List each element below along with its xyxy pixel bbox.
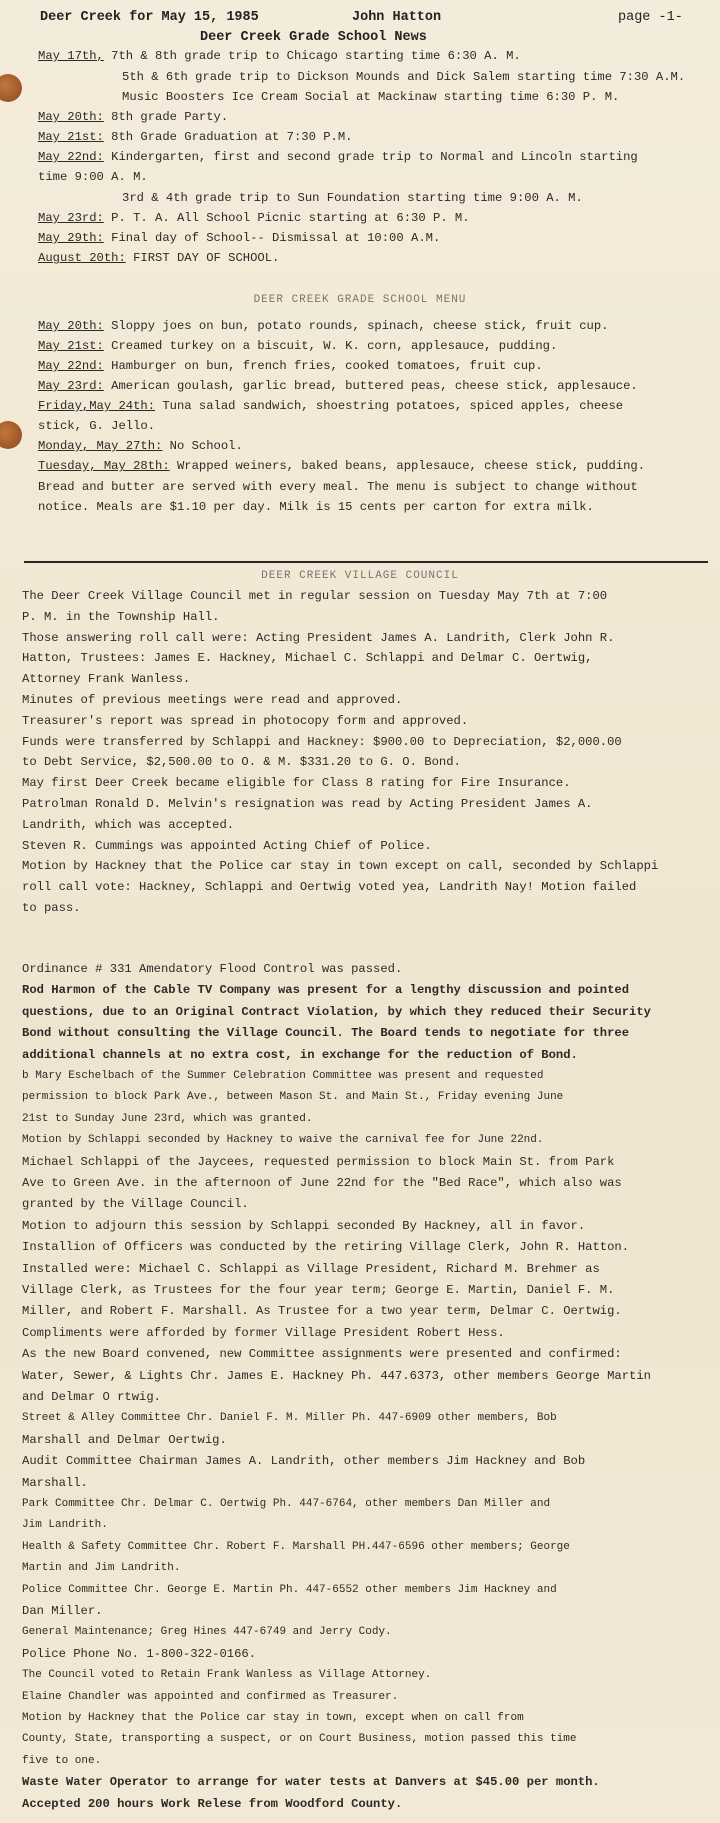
council-title: DEER CREEK VILLAGE COUNCIL [261,570,459,582]
entry-date: May 21st: [38,339,104,353]
council-line: additional channels at no extra cost, in exchange for the reduction of Bond. [22,1047,578,1062]
council-line: Michael Schlappi of the Jaycees, requested permission to block Main St. from Park [22,1154,615,1169]
council-line: to pass. [22,901,81,915]
entry-text: Tuna salad sandwich, shoestring potatoes, spiced apples, cheese [155,399,624,413]
council-line: Marshall and Delmar Oertwig. [22,1432,227,1447]
menu-item [38,358,708,375]
entry-text: time 9:00 A. M. [38,170,148,184]
entry-date: Tuesday, May 28th: [38,459,170,473]
council-line: permission to block Park Ave., between Mason St. and Main St., Friday evening June [22,1091,564,1104]
council-line: Installion of Officers was conducted by the retiring Village Clerk, John R. Hatton. [22,1240,630,1255]
council-line: Police Committee Chr. George E. Martin Ph. 447-6552 other members Jim Hackney and [22,1583,557,1596]
entry-text: No School. [162,439,243,453]
school-news-item [38,129,708,146]
council-line: to Debt Service, $2,500.00 to O. & M. $331.20 to G. O. Bond. [22,755,461,770]
council-line: County, State, transporting a suspect, or on Court Business, motion passed this time [22,1733,577,1746]
council-line: Water, Sewer, & Lights Chr. James E. Hackney Ph. 447.6373, other members George Martin [22,1368,651,1383]
entry-date: May 22nd: [38,150,104,164]
menu-item [38,398,708,415]
council-line: Funds were transferred by Schlappi and Hackney: $900.00 to Depreciation, $2,000.00 [22,734,622,749]
council-line: Miller, and Robert F. Marshall. As Trustee for a two year term, Delmar C. Oertwig. [22,1304,622,1319]
council-line: Martin and Jim Landrith. [22,1562,181,1575]
council-line: Motion by Hackney that the Police car stay in town, except when on call from [22,1712,524,1724]
entry-text: Music Boosters Ice Cream Social at Mackinaw starting time 6:30 P. M. [122,90,620,104]
school-news-item [122,89,720,106]
council-line: Accepted 200 hours Work Relese from Woodford County. [22,1796,403,1811]
council-line: and Delmar O rtwig. [22,1390,161,1404]
header-dateline: Deer Creek for May 15, 1985 [40,10,259,25]
entry-text: 8th grade Party. [103,110,229,124]
council-line: Jim Landrith. [22,1519,108,1532]
council-line: Minutes of previous meetings were read and approved. [22,693,403,707]
council-line: roll call vote: Hackney, Schlappi and Oertwig voted yea, Landrith Nay! Motion failed [22,880,637,895]
council-line: General Maintenance; Greg Hines 447-6749 and Jerry Cody. [22,1626,392,1639]
council-line: P. M. in the Township Hall. [22,609,220,624]
council-line: Motion by Hackney that the Police car stay in town except on call, seconded by Schlappi [22,859,659,874]
council-line: Ave to Green Ave. in the afternoon of June 22nd for the "Bed Race", which also was [22,1176,622,1190]
entry-text: 3rd & 4th grade trip to Sun Foundation starting time 9:00 A. M. [122,191,583,205]
entry-text: stick, G. Jello. [38,419,156,433]
entry-date: May 17th, [38,49,104,63]
entry-date: May 29th: [38,231,104,245]
council-line: May first Deer Creek became eligible for Class 8 rating for Fire Insurance. [22,776,571,791]
council-line: The Council voted to Retain Frank Wanless as Village Attorney. [22,1669,432,1682]
entry-text: 8th Grade Graduation at 7:30 P.M. [103,130,353,144]
entry-text: Creamed turkey on a biscuit, W. K. corn, applesauce, pudding. [103,339,558,353]
council-line: five to one. [22,1754,102,1767]
entry-date: May 23rd: [38,379,104,393]
council-line: Marshall. [22,1475,88,1490]
menu-note-line: Bread and butter are served with every meal. The menu is subject to change without [38,480,638,494]
council-line: Village Clerk, as Trustees for the four year term; George E. Martin, Daniel F. M. [22,1283,615,1297]
council-line: As the new Board convened, new Committee assignments were presented and confirmed: [22,1347,622,1362]
entry-text: P. T. A. All School Picnic starting at 6:30 P. M. [103,211,470,225]
entry-date: May 20th: [38,319,104,333]
council-line: 21st to Sunday June 23rd, which was granted. [22,1112,313,1125]
entry-text: Kindergarten, first and second grade trip to Normal and Lincoln starting [103,150,638,164]
header-author: John Hatton [352,10,442,25]
entry-date: May 20th: [38,110,104,124]
council-line: Park Committee Chr. Delmar C. Oertwig Ph. 447-6764, other members Dan Miller and [22,1498,551,1510]
menu-item [38,378,708,395]
school-news-item [122,69,720,86]
menu-note-line: notice. Meals are $1.10 per day. Milk is 15 cents per carton for extra milk. [38,500,594,514]
council-line: Police Phone No. 1-800-322-0166. [22,1646,257,1661]
school-news-item [38,48,708,65]
punch-hole [0,74,22,102]
council-line: Street & Alley Committee Chr. Daniel F. M. Miller Ph. 447-6909 other members, Bob [22,1412,557,1425]
entry-date: May 21st: [38,130,104,144]
council-line: b Mary Eschelbach of the Summer Celebration Committee was present and requested [22,1070,544,1082]
entry-text: FIRST DAY OF SCHOOL. [125,251,280,265]
menu-title: DEER CREEK GRADE SCHOOL MENU [253,294,467,306]
school-news-title: Deer Creek Grade School News [200,30,427,45]
school-news-item [38,230,708,247]
council-line: Hatton, Trustees: James E. Hackney, Michael C. Schlappi and Delmar C. Oertwig, [22,651,593,666]
council-line: Motion to adjourn this session by Schlappi seconded By Hackney, all in favor. [22,1218,586,1233]
header-page-number: page -1- [618,10,683,25]
council-line: granted by the Village Council. [22,1197,249,1212]
entry-text: Final day of School-- Dismissal at 10:00 A.M. [103,231,441,245]
school-news-item [38,109,708,126]
punch-hole [0,421,22,449]
council-line: Ordinance # 331 Amendatory Flood Control was passed. [22,962,403,976]
entry-date: Friday,May 24th: [38,399,156,413]
council-line: Dan Miller. [22,1604,103,1618]
council-line: Health & Safety Committee Chr. Robert F. Marshall PH.447-6596 other members; George [22,1540,570,1553]
entry-date: May 23rd: [38,211,104,225]
council-line: Those answering roll call were: Acting President James A. Landrith, Clerk John R. [22,630,615,645]
council-line: Elaine Chandler was appointed and confirmed as Treasurer. [22,1690,399,1703]
entry-text: American goulash, garlic bread, buttered peas, cheese stick, applesauce. [103,379,638,393]
council-line: Attorney Frank Wanless. [22,672,191,687]
menu-item [38,318,708,335]
entry-text: 7th & 8th grade trip to Chicago starting time 6:30 A. M. [103,49,521,63]
entry-text: 5th & 6th grade trip to Dickson Mounds and Dick Salem starting time 7:30 A.M. [122,70,686,84]
entry-date: Monday, May 27th: [38,439,163,453]
council-line: Rod Harmon of the Cable TV Company was present for a lengthy discussion and pointed [22,983,630,998]
menu-item [38,338,708,355]
school-news-item [38,250,708,267]
council-line: Patrolman Ronald D. Melvin's resignation was read by Acting President James A. [22,797,593,811]
council-line: questions, due to an Original Contract Violation, by which they reduced their Security [22,1004,651,1019]
entry-text: Sloppy joes on bun, potato rounds, spinach, cheese stick, fruit cup. [103,319,609,333]
entry-text: Wrapped weiners, baked beans, applesauce, cheese stick, pudding. [169,459,646,473]
menu-item [38,458,708,475]
menu-item [38,418,708,435]
council-line: Installed were: Michael C. Schlappi as Village President, Richard M. Brehmer as [22,1261,600,1276]
entry-text: Hamburger on bun, french fries, cooked tomatoes, fruit cup. [103,359,543,373]
entry-date: August 20th: [38,251,126,265]
council-line: Treasurer's report was spread in photocopy form and approved. [22,713,469,728]
council-line: Bond without consulting the Village Council. The Board tends to negotiate for three [22,1026,630,1041]
council-line: Waste Water Operator to arrange for water tests at Danvers at $45.00 per month. [22,1775,600,1790]
section-divider [24,561,708,563]
council-line: Landrith, which was accepted. [22,817,235,832]
entry-date: May 22nd: [38,359,104,373]
school-news-item [38,149,708,166]
council-line: Steven R. Cummings was appointed Acting Chief of Police. [22,838,432,853]
menu-item [38,438,708,455]
council-line: Audit Committee Chairman James A. Landrith, other members Jim Hackney and Bob [22,1454,586,1469]
council-line: Motion by Schlappi seconded by Hackney to waive the carnival fee for June 22nd. [22,1134,544,1147]
school-news-item [122,190,720,207]
council-line: The Deer Creek Village Council met in regular session on Tuesday May 7th at 7:00 [22,589,608,603]
council-line: Compliments were afforded by former Village President Robert Hess. [22,1325,505,1340]
school-news-item [38,210,708,227]
school-news-item [38,169,708,186]
